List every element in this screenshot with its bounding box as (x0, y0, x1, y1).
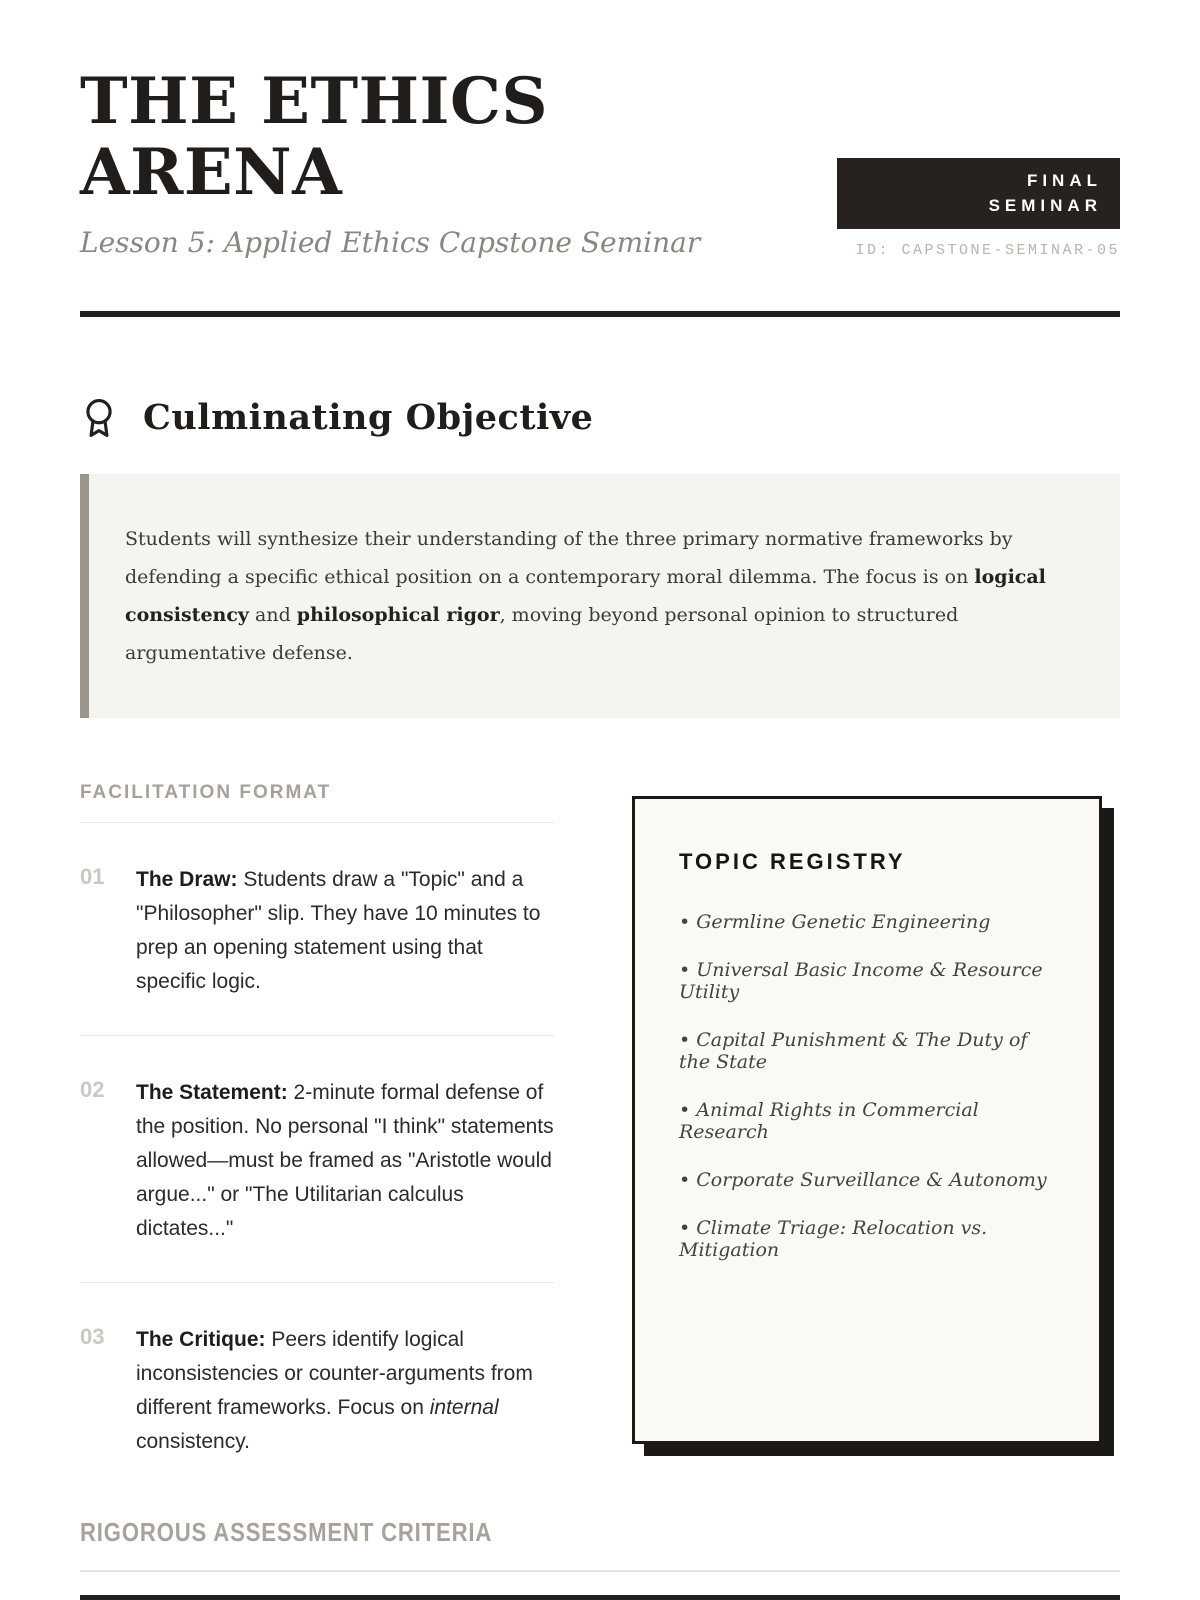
step-divider (80, 1282, 554, 1283)
assessment-heading: RIGOROUS ASSESSMENT CRITERIA (80, 1517, 493, 1547)
badge-block (837, 158, 1120, 259)
badge-line1: FINAL (1026, 171, 1102, 190)
topic-item: • Animal Rights in Commercial Research (679, 1099, 1059, 1143)
quote-bold-logical-consistency: logical consistency (125, 566, 1046, 626)
topic-item: • Corporate Surveillance & Autonomy (679, 1169, 1059, 1191)
quote-text: , moving beyond personal opinion to structured argumentative defense. (125, 604, 959, 664)
step-lead: The Draw: (136, 868, 238, 891)
facilitation-step-2 (80, 1076, 554, 1246)
award-ribbon-icon (80, 399, 118, 437)
facilitation-step-3 (80, 1323, 554, 1459)
quote-bold-philosophical-rigor: philosophical rigor (296, 604, 500, 626)
topic-item: • Climate Triage: Relocation vs. Mitigation (679, 1217, 1059, 1261)
step-description: Students draw a "Topic" and a "Philosopher" slip. They have 10 minutes to prep an opening statement using that specific logic. (136, 868, 541, 993)
topic-list (679, 911, 1059, 1261)
title-block (80, 66, 700, 259)
topic-item: • Universal Basic Income & Resource Utility (679, 959, 1059, 1003)
two-column-layout (80, 782, 1120, 1459)
objective-section (80, 397, 1120, 718)
objective-heading: Culminating Objective (143, 397, 594, 438)
facilitation-column (80, 782, 554, 1459)
assessment-table-header-bar (80, 1595, 1120, 1600)
document-header (80, 66, 1120, 259)
step-description: consistency. (136, 1430, 250, 1453)
quote-text: and (248, 604, 297, 626)
quote-text: Students will synthesize their understanding of the three primary normative frameworks by defending a specific ethical position on a contemporary moral dilemma. The focus is on (125, 528, 1013, 588)
step-lead: The Statement: (136, 1081, 288, 1104)
objective-heading-row (80, 397, 1120, 438)
step-number: 01 (80, 864, 105, 889)
topic-registry-box (632, 796, 1102, 1444)
facilitation-heading-rule (80, 822, 554, 823)
badge-line2: SEMINAR (988, 196, 1102, 215)
facilitation-heading: FACILITATION FORMAT (80, 782, 332, 803)
page-title (80, 66, 700, 208)
step-text (136, 1076, 554, 1246)
assessment-heading-rule (80, 1570, 1120, 1572)
step-number: 02 (80, 1077, 105, 1102)
page-title-line1: THE ETHICS (80, 64, 549, 139)
final-seminar-badge (837, 158, 1120, 229)
step-number: 03 (80, 1324, 105, 1349)
document-id: ID: CAPSTONE-SEMINAR-05 (855, 242, 1120, 259)
step-text (136, 863, 554, 999)
objective-quote (80, 474, 1120, 718)
topic-item: • Germline Genetic Engineering (679, 911, 1059, 933)
topic-item: • Capital Punishment & The Duty of the State (679, 1029, 1059, 1073)
step-emphasis: internal (429, 1396, 499, 1419)
header-divider (80, 311, 1120, 317)
step-description: 2-minute formal defense of the position. No personal "I think" statements allowed—must be framed as "Aristotle would argue..." or "The Utilitarian calculus dictates..." (136, 1081, 554, 1240)
step-lead: The Critique: (136, 1328, 266, 1351)
assessment-section (80, 1517, 1120, 1600)
step-description: Peers identify logical inconsistencies or counter-arguments from different frameworks. Focus on (136, 1328, 533, 1419)
topic-registry-heading: TOPIC REGISTRY (679, 849, 906, 874)
step-text (136, 1323, 554, 1459)
page-title-line2: ARENA (80, 135, 343, 210)
step-divider (80, 1035, 554, 1036)
facilitation-step-1 (80, 863, 554, 999)
page-subtitle: Lesson 5: Applied Ethics Capstone Seminar (80, 226, 701, 259)
